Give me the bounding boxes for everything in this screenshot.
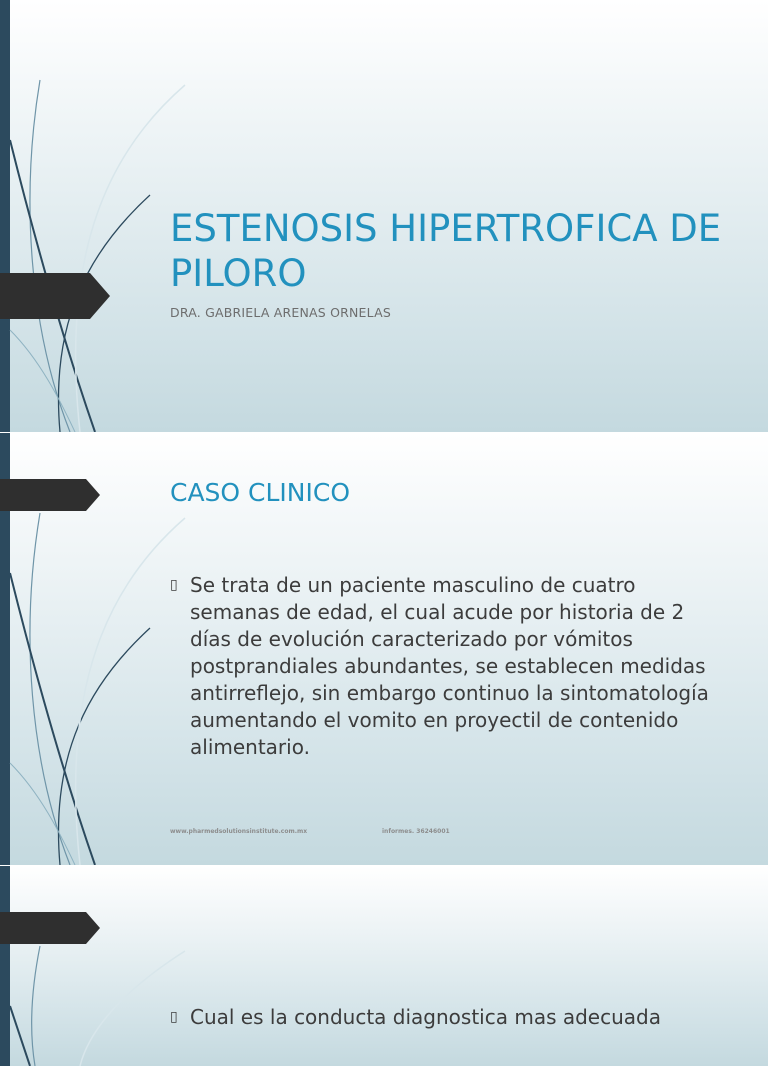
bullet-marker: ▯ (170, 577, 178, 593)
swirl-decoration (0, 866, 200, 1066)
bullet-text: Se trata de un paciente masculino de cuatro semanas de edad, el cual acude por historia de 2 días de evolución caracterizado por vómitos postprandiales abundantes, se establecen medidas antirreflejo, sin embargo continuo la sintomatología aumentando el vomito en proyectil de contenido alimentario. (190, 573, 709, 759)
slide-title-text: ESTENOSIS HIPERTROFICA DE PILORO (170, 207, 722, 295)
slide-subtitle: DRA. GABRIELA ARENAS ORNELAS (170, 305, 391, 320)
slide-tab-marker (0, 912, 100, 944)
slide-question (0, 866, 768, 1066)
slide-heading: CASO CLINICO (170, 478, 351, 507)
slide-title (0, 0, 768, 432)
bullet-text: Cual es la conducta diagnostica mas adecuada (190, 1005, 661, 1029)
slide-tab-marker (0, 273, 110, 319)
bullet-item (170, 572, 710, 761)
footer-phone: informes. 36246001 (382, 828, 450, 835)
bullet-marker: ▯ (170, 1009, 178, 1025)
slide-tab-marker (0, 479, 100, 511)
bullet-item (170, 1004, 710, 1031)
footer-website: www.pharmedsolutionsinstitute.com.mx (170, 828, 308, 835)
